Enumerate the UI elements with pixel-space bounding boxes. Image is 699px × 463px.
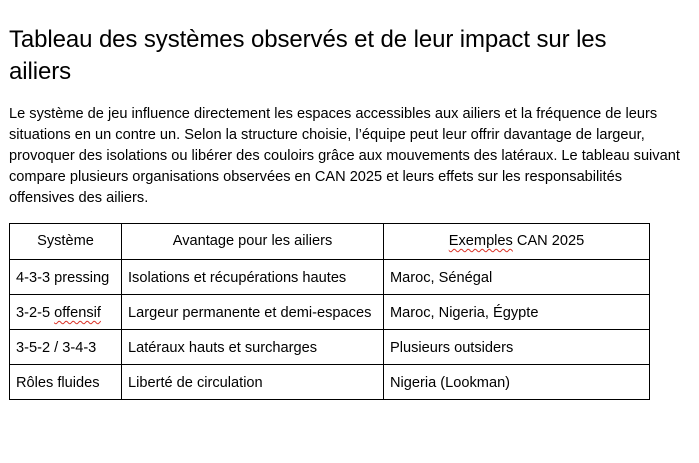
table-row — [10, 260, 650, 295]
cell-examples: Nigeria (Lookman) — [384, 365, 650, 400]
cell-examples: Plusieurs outsiders — [384, 330, 650, 365]
section-title: Tableau des systèmes observés et de leur impact sur les ailiers — [9, 26, 607, 85]
header-system: Système — [10, 224, 122, 260]
table-row — [10, 295, 650, 330]
cell-advantage: Largeur permanente et demi-espaces — [122, 295, 384, 330]
cell-system: Rôles fluides — [10, 365, 122, 400]
intro-paragraph: Le système de jeu influence directement les espaces accessibles aux ailiers et la fréquence de leurs situations en un contre un. Selon la structure choisie, l’équipe peut leur offrir davantage de largeur, provoquer des isolations ou libérer des couloirs grâce aux mouvements des latéraux. Le tableau suivant compare plusieurs organisations observées en CAN 2025 et leurs effets sur les responsabilités offensives des ailiers. — [9, 106, 680, 206]
cell-advantage: Isolations et récupérations hautes — [122, 260, 384, 295]
header-examples — [384, 224, 650, 260]
cell-system-num: 3-2-5 — [16, 305, 55, 321]
header-advantage: Avantage pour les ailiers — [122, 224, 384, 260]
spellcheck-word[interactable]: offensif — [54, 305, 101, 321]
cell-examples: Maroc, Sénégal — [384, 260, 650, 295]
header-examples-rest: CAN 2025 — [512, 233, 585, 249]
cell-system: 3-5-2 / 3-4-3 — [10, 330, 122, 365]
systems-table — [9, 223, 650, 400]
table-header-row — [10, 224, 650, 260]
cell-system: 4-3-3 pressing — [10, 260, 122, 295]
cell-advantage: Liberté de circulation — [122, 365, 384, 400]
cell-advantage: Latéraux hauts et surcharges — [122, 330, 384, 365]
cell-examples: Maroc, Nigeria, Égypte — [384, 295, 650, 330]
cell-system — [10, 295, 122, 330]
spellcheck-word[interactable]: Exemples — [448, 233, 513, 249]
table-row — [10, 365, 650, 400]
table-row — [10, 330, 650, 365]
